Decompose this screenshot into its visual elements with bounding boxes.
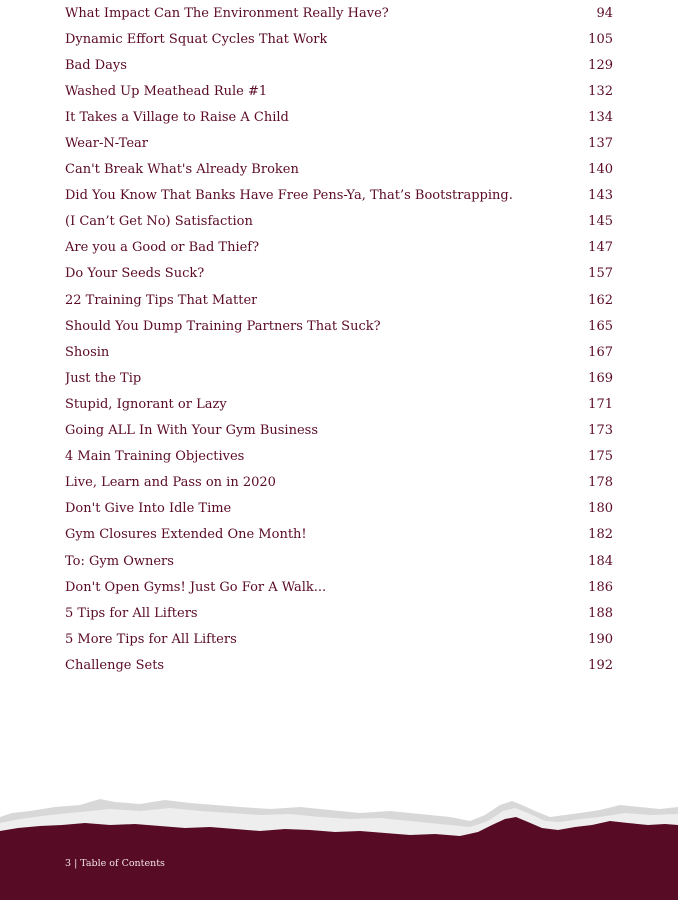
- toc-entry-page-number: 188: [588, 605, 613, 621]
- toc-entry-page-number: 165: [588, 318, 613, 334]
- footer-page-label: 3 | Table of Contents: [65, 858, 165, 869]
- toc-entry-title: (I Can’t Get No) Satisfaction: [65, 214, 253, 230]
- toc-entry-title: It Takes a Village to Raise A Child: [65, 109, 289, 125]
- toc-entry-page-number: 192: [588, 657, 613, 673]
- toc-entry-title: Washed Up Meathead Rule #1: [65, 83, 268, 99]
- torn-paper-footer: [0, 795, 678, 900]
- toc-entry[interactable]: [65, 0, 613, 26]
- toc-entry-title: Live, Learn and Pass on in 2020: [65, 475, 276, 491]
- toc-entry[interactable]: [65, 235, 613, 261]
- toc-entry[interactable]: [65, 574, 613, 600]
- toc-entry[interactable]: [65, 444, 613, 470]
- toc-entry[interactable]: [65, 52, 613, 78]
- toc-entry-page-number: 171: [588, 396, 613, 412]
- toc-entry-title: Bad Days: [65, 57, 127, 73]
- toc-entry-title: 4 Main Training Objectives: [65, 449, 245, 465]
- toc-entry[interactable]: [65, 313, 613, 339]
- toc-entry-page-number: 129: [588, 57, 613, 73]
- toc-entry-page-number: 134: [588, 109, 613, 125]
- toc-entry[interactable]: [65, 418, 613, 444]
- toc-entry-page-number: 182: [588, 527, 613, 543]
- toc-entry[interactable]: [65, 209, 613, 235]
- toc-entry-title: Gym Closures Extended One Month!: [65, 527, 307, 543]
- toc-entry-page-number: 180: [588, 501, 613, 517]
- table-of-contents: [65, 0, 613, 678]
- toc-entry-page-number: 145: [588, 214, 613, 230]
- toc-entry-page-number: 147: [588, 240, 613, 256]
- toc-entry-title: Wear-N-Tear: [65, 136, 148, 152]
- toc-entry[interactable]: [65, 391, 613, 417]
- toc-entry-title: What Impact Can The Environment Really Have?: [65, 5, 389, 21]
- toc-entry-title: Stupid, Ignorant or Lazy: [65, 396, 227, 412]
- toc-entry-title: Can't Break What's Already Broken: [65, 162, 299, 178]
- toc-entry[interactable]: [65, 157, 613, 183]
- toc-entry-page-number: 186: [588, 579, 613, 595]
- toc-entry[interactable]: [65, 548, 613, 574]
- toc-entry[interactable]: [65, 339, 613, 365]
- toc-entry-page-number: 173: [588, 423, 613, 439]
- toc-entry-page-number: 94: [596, 5, 613, 21]
- toc-entry[interactable]: [65, 26, 613, 52]
- toc-entry-title: Going ALL In With Your Gym Business: [65, 423, 318, 439]
- toc-entry-page-number: 132: [588, 83, 613, 99]
- toc-entry-title: Just the Tip: [65, 370, 142, 386]
- toc-entry-page-number: 143: [588, 188, 613, 204]
- toc-entry[interactable]: [65, 78, 613, 104]
- toc-entry-title: Should You Dump Training Partners That Suck?: [65, 318, 381, 334]
- toc-entry-page-number: 137: [588, 136, 613, 152]
- toc-entry-title: To: Gym Owners: [65, 553, 174, 569]
- toc-entry-title: Don't Give Into Idle Time: [65, 501, 232, 517]
- toc-entry-title: Shosin: [65, 344, 110, 360]
- toc-entry-page-number: 190: [588, 631, 613, 647]
- toc-entry-page-number: 167: [588, 344, 613, 360]
- toc-entry-page-number: 105: [588, 31, 613, 47]
- toc-entry-title: Do Your Seeds Suck?: [65, 266, 205, 282]
- toc-entry[interactable]: [65, 261, 613, 287]
- toc-entry-page-number: 162: [588, 292, 613, 308]
- toc-entry[interactable]: [65, 496, 613, 522]
- toc-entry-page-number: 169: [588, 370, 613, 386]
- toc-entry[interactable]: [65, 104, 613, 130]
- toc-entry-title: 5 Tips for All Lifters: [65, 605, 198, 621]
- toc-entry-title: 22 Training Tips That Matter: [65, 292, 258, 308]
- toc-entry[interactable]: [65, 600, 613, 626]
- toc-entry-page-number: 184: [588, 553, 613, 569]
- toc-entry-title: Dynamic Effort Squat Cycles That Work: [65, 31, 328, 47]
- toc-entry-title: Are you a Good or Bad Thief?: [65, 240, 260, 256]
- toc-entry[interactable]: [65, 287, 613, 313]
- toc-entry[interactable]: [65, 470, 613, 496]
- toc-entry[interactable]: [65, 626, 613, 652]
- toc-entry[interactable]: [65, 130, 613, 156]
- toc-entry-page-number: 178: [588, 475, 613, 491]
- toc-entry[interactable]: [65, 522, 613, 548]
- toc-entry[interactable]: [65, 365, 613, 391]
- toc-entry-page-number: 157: [588, 266, 613, 282]
- toc-entry-page-number: 175: [588, 449, 613, 465]
- toc-entry[interactable]: [65, 652, 613, 678]
- toc-entry[interactable]: [65, 183, 613, 209]
- toc-entry-title: Challenge Sets: [65, 657, 165, 673]
- toc-entry-title: Did You Know That Banks Have Free Pens-Ya, That’s Bootstrapping.: [65, 188, 513, 204]
- toc-entry-title: 5 More Tips for All Lifters: [65, 631, 237, 647]
- toc-entry-page-number: 140: [588, 162, 613, 178]
- toc-entry-title: Don't Open Gyms! Just Go For A Walk...: [65, 579, 327, 595]
